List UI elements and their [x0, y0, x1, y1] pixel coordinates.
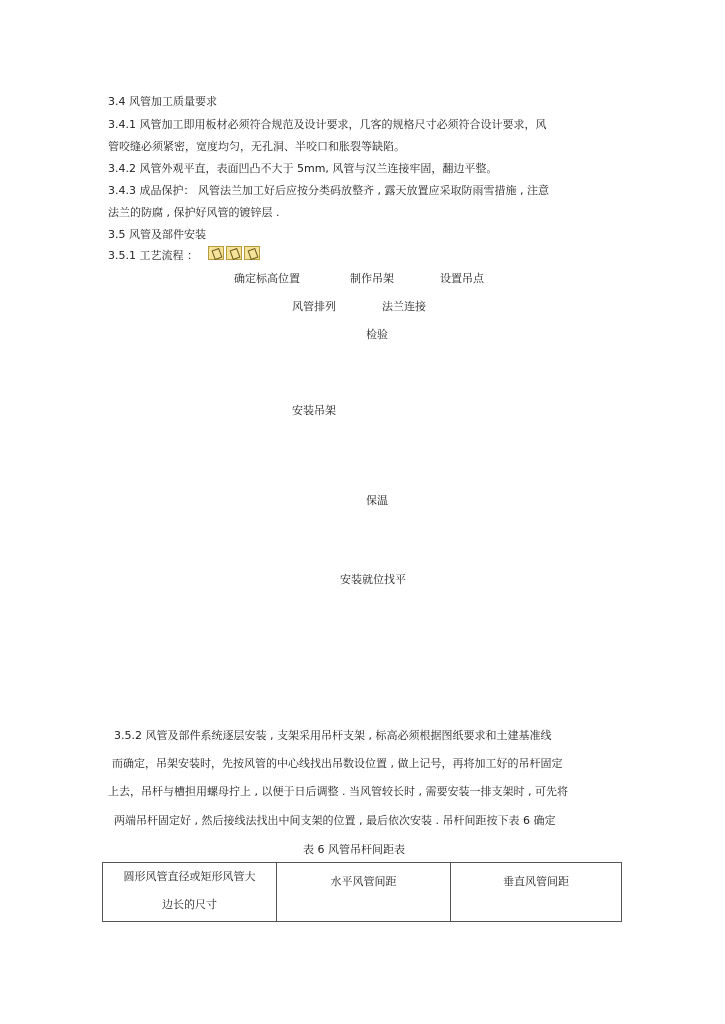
edit-icon [244, 246, 260, 260]
flow-step: 安装就位找平 [340, 573, 406, 586]
text-line: 3.5.1 工艺流程 ： [108, 249, 198, 262]
text-line: 管咬缝必须紧密，宽度均匀，无孔洞、半咬口和胀裂等缺陷。 [108, 140, 405, 153]
flow-step: 保温 [366, 494, 388, 507]
text-line: 3.4.2 风管外观平直，表面凹凸不大于 5mm, 风管与汉兰连接牢固，翻边平整。 [108, 162, 498, 175]
flow-step: 制作吊架 [350, 272, 394, 285]
text-line: 3.4.3 成品保护： 风管法兰加工好后应按分类码放整齐 , 露天放置应采取防雨雪措施 , 注意 [108, 184, 549, 197]
paragraph-line: 上去，吊杆与槽担用螺母拧上 , 以便于日后调整 . 当风管较长时 , 需要安装一排支架时 , 可先将 [108, 785, 568, 798]
flow-step: 设置吊点 [440, 272, 484, 285]
table-caption: 表 6 风管吊杆间距表 [303, 843, 405, 856]
header-line: 边长的尺寸 [162, 898, 217, 911]
table-header-cell [103, 863, 277, 922]
flow-step: 风管排列 [292, 300, 336, 313]
paragraph-line: 3.5.2 风管及部件系统逐层安装 , 支架采用吊杆支架 , 标高必须根据图纸要求和土建基准线 [114, 729, 552, 742]
paragraph-line: 而确定，吊架安装时，先按风管的中心线找出吊数设位置 , 做上记号，再将加工好的吊杆固定 [112, 757, 563, 770]
flow-step: 检验 [366, 328, 388, 341]
edit-icon [226, 246, 242, 260]
text-line: 3.4.1 风管加工即用板材必须符合规范及设计要求，几客的规格尺寸必须符合设计要求，风 [108, 118, 547, 131]
edit-icon [208, 246, 224, 260]
header-line: 圆形风管直径或矩形风管大 [123, 870, 256, 883]
table-row [103, 863, 622, 922]
section-heading: 3.5 风管及部件安装 [108, 228, 206, 241]
section-heading: 3.4 风管加工质量要求 [108, 95, 217, 108]
flow-step: 安装吊架 [292, 404, 336, 417]
text-line: 法兰的防腐 , 保护好风管的镀锌层 . [108, 206, 280, 219]
paragraph-line: 两端吊杆固定好 , 然后接线法找出中间支架的位置 , 最后依次安装 . 吊杆间距按下表 6 确定 [114, 814, 556, 827]
flow-step: 确定标高位置 [234, 272, 300, 285]
spacing-table [102, 862, 622, 922]
flow-icons [208, 246, 260, 260]
table-header-cell: 垂直风管间距 [451, 863, 622, 922]
flow-step: 法兰连接 [382, 300, 426, 313]
table-header-cell: 水平风管间距 [277, 863, 451, 922]
